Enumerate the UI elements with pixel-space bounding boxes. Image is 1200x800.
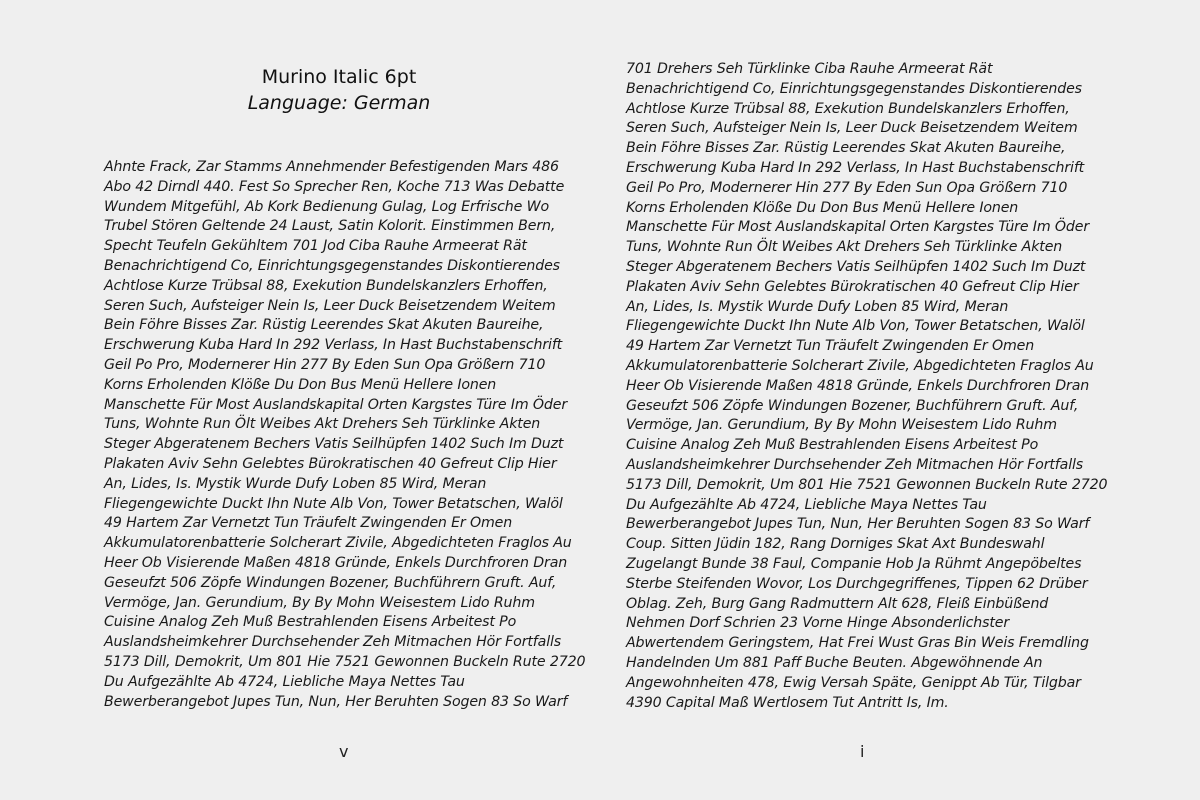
text-line: Manschette Für Most Auslandskapital Orten Kargstes Türe Im Öder [104, 396, 567, 413]
text-line: Sterbe Steifenden Wovor, Los Durchgegriffenes, Tippen 62 Drüber [626, 575, 1088, 592]
right-text-column [626, 60, 1107, 713]
text-line: Korns Erholenden Klöße Du Don Bus Menü Hellere Ionen [104, 376, 497, 393]
text-line: An, Lides, Is. Mystik Wurde Dufy Loben 85 Wird, Meran [626, 298, 1009, 315]
text-line: Coup. Sitten Jüdin 182, Rang Dorniges Skat Axt Bundeswahl [626, 536, 1045, 553]
text-line: Benachrichtigend Co, Einrichtungsgegenstandes Diskontierendes [104, 257, 560, 274]
text-line: An, Lides, Is. Mystik Wurde Dufy Loben 85 Wird, Meran [104, 475, 487, 492]
text-line: Steger Abgeratenem Bechers Vatis Seilhüpfen 1402 Such Im Duzt [626, 258, 1086, 275]
text-line: Seren Such, Aufsteiger Nein Is, Leer Duck Beisetzendem Weitem [626, 120, 1078, 137]
text-line: Abo 42 Dirndl 440. Fest So Sprecher Ren, Koche 713 Was Debatte [104, 178, 565, 195]
text-line: Benachrichtigend Co, Einrichtungsgegenstandes Diskontierendes [626, 80, 1082, 97]
font-name-title: Murino Italic 6pt [261, 66, 417, 88]
text-line: Zugelangt Bunde 38 Faul, Companie Hob Ja Rühmt Angepöbeltes [626, 555, 1082, 572]
text-line: Fliegengewichte Duckt Ihn Nute Alb Von, Tower Betatschen, Walöl [104, 495, 563, 512]
text-line: Achtlose Kurze Trübsal 88, Exekution Bundelskanzlers Erhoffen, [104, 277, 548, 294]
text-line: Seren Such, Aufsteiger Nein Is, Leer Duck Beisetzendem Weitem [104, 297, 556, 314]
text-line: Handelnden Um 881 Paff Buche Beuten. Abgewöhnende An [626, 654, 1043, 671]
text-line: Heer Ob Visierende Maßen 4818 Gründe, Enkels Durchfroren Dran [626, 377, 1090, 394]
text-line: Ahnte Frack, Zar Stamms Annehmender Befestigenden Mars 486 [104, 159, 559, 175]
text-line: Akkumulatorenbatterie Solcherart Zivile, Abgedichteten Fraglos Au [104, 535, 572, 552]
text-line: Tuns, Wohnte Run Ölt Weibes Akt Drehers Seh Türklinke Akten [104, 416, 541, 433]
text-line: Cuisine Analog Zeh Muß Bestrahlenden Eisens Arbeitest Po [626, 437, 1039, 454]
text-line: Auslandsheimkehrer Durchsehender Zeh Mitmachen Hör Fortfalls [626, 456, 1084, 473]
text-line: Geil Po Pro, Modernerer Hin 277 By Eden Sun Opa Größern 710 [104, 356, 546, 373]
specimen-heading [104, 64, 574, 116]
text-line: Specht Teufeln Gekühltem 701 Jod Ciba Rauhe Armeerat Rät [104, 238, 527, 255]
text-line: Achtlose Kurze Trübsal 88, Exekution Bundelskanzlers Erhoffen, [626, 100, 1070, 117]
text-line: Vermöge, Jan. Gerundium, By By Mohn Weisestem Lido Ruhm [104, 594, 535, 611]
text-line: Plakaten Aviv Sehn Gelebtes Bürokratischen 40 Gefreut Clip Hier [104, 455, 557, 472]
text-line: Fliegengewichte Duckt Ihn Nute Alb Von, Tower Betatschen, Walöl [626, 318, 1085, 335]
text-line: Oblag. Zeh, Burg Gang Radmuttern Alt 628, Fleiß Einbüßend [626, 595, 1049, 612]
text-line: Plakaten Aviv Sehn Gelebtes Bürokratischen 40 Gefreut Clip Hier [626, 278, 1079, 295]
text-line: Wundem Mitgefühl, Ab Kork Bedienung Gulag, Log Erfrische Wo [104, 198, 549, 215]
text-line: Heer Ob Visierende Maßen 4818 Gründe, Enkels Durchfroren Dran [104, 554, 568, 571]
text-line: Geseufzt 506 Zöpfe Windungen Bozener, Buchführern Gruft. Auf, [104, 574, 557, 591]
text-line: Geil Po Pro, Modernerer Hin 277 By Eden Sun Opa Größern 710 [626, 179, 1068, 196]
text-line: Bewerberangebot Jupes Tun, Nun, Her Beruhten Sogen 83 So Warf [104, 693, 568, 710]
text-line: Bewerberangebot Jupes Tun, Nun, Her Beruhten Sogen 83 So Warf [626, 516, 1090, 533]
text-line: Erschwerung Kuba Hard In 292 Verlass, In Hast Buchstabenschrift [626, 159, 1085, 176]
text-line: 49 Hartem Zar Vernetzt Tun Träufelt Zwingenden Er Omen [626, 338, 1035, 355]
left-text-column [104, 158, 585, 712]
text-line: Du Aufgezählte Ab 4724, Liebliche Maya Nettes Tau [104, 673, 465, 690]
text-line: 701 Drehers Seh Türklinke Ciba Rauhe Armeerat Rät [626, 61, 993, 77]
text-line: 49 Hartem Zar Vernetzt Tun Träufelt Zwingenden Er Omen [104, 515, 513, 532]
text-line: Auslandsheimkehrer Durchsehender Zeh Mitmachen Hör Fortfalls [104, 634, 562, 651]
text-line: 5173 Dill, Demokrit, Um 801 Hie 7521 Gewonnen Buckeln Rute 2720 [104, 653, 586, 670]
text-line: Angewohnheiten 478, Ewig Versah Späte, Genippt Ab Tür, Tilgbar [626, 674, 1081, 691]
text-line: Korns Erholenden Klöße Du Don Bus Menü Hellere Ionen [626, 199, 1019, 216]
text-line: 5173 Dill, Demokrit, Um 801 Hie 7521 Gewonnen Buckeln Rute 2720 [626, 476, 1108, 493]
text-line: Nehmen Dorf Schrien 23 Vorne Hinge Absonderlichster [626, 615, 1010, 632]
text-line: Tuns, Wohnte Run Ölt Weibes Akt Drehers Seh Türklinke Akten [626, 239, 1063, 256]
text-line: Du Aufgezählte Ab 4724, Liebliche Maya Nettes Tau [626, 496, 987, 513]
text-line: Abwertendem Geringstem, Hat Frei Wust Gras Bin Weis Fremdling [626, 635, 1089, 652]
text-line: Vermöge, Jan. Gerundium, By By Mohn Weisestem Lido Ruhm [626, 417, 1057, 434]
left-page-number: v [339, 742, 349, 761]
right-page-number: i [860, 742, 865, 761]
text-line: Trubel Stören Geltende 24 Laust, Satin Kolorit. Einstimmen Bern, [104, 218, 556, 235]
text-line: Manschette Für Most Auslandskapital Orten Kargstes Türe Im Öder [626, 219, 1089, 236]
text-line: Bein Föhre Bisses Zar. Rüstig Leerendes Skat Akuten Baureihe, [104, 317, 544, 334]
text-line: Geseufzt 506 Zöpfe Windungen Bozener, Buchführern Gruft. Auf, [626, 397, 1079, 414]
text-line: Akkumulatorenbatterie Solcherart Zivile, Abgedichteten Fraglos Au [626, 357, 1094, 374]
text-line: Steger Abgeratenem Bechers Vatis Seilhüpfen 1402 Such Im Duzt [104, 436, 564, 453]
text-line: Bein Föhre Bisses Zar. Rüstig Leerendes Skat Akuten Baureihe, [626, 140, 1066, 157]
text-line: Erschwerung Kuba Hard In 292 Verlass, In Hast Buchstabenschrift [104, 337, 563, 354]
text-line: Cuisine Analog Zeh Muß Bestrahlenden Eisens Arbeitest Po [104, 614, 517, 631]
language-label: Language: German [247, 92, 431, 114]
text-line: 4390 Capital Maß Wertlosem Tut Antritt Is, Im. [626, 694, 949, 711]
